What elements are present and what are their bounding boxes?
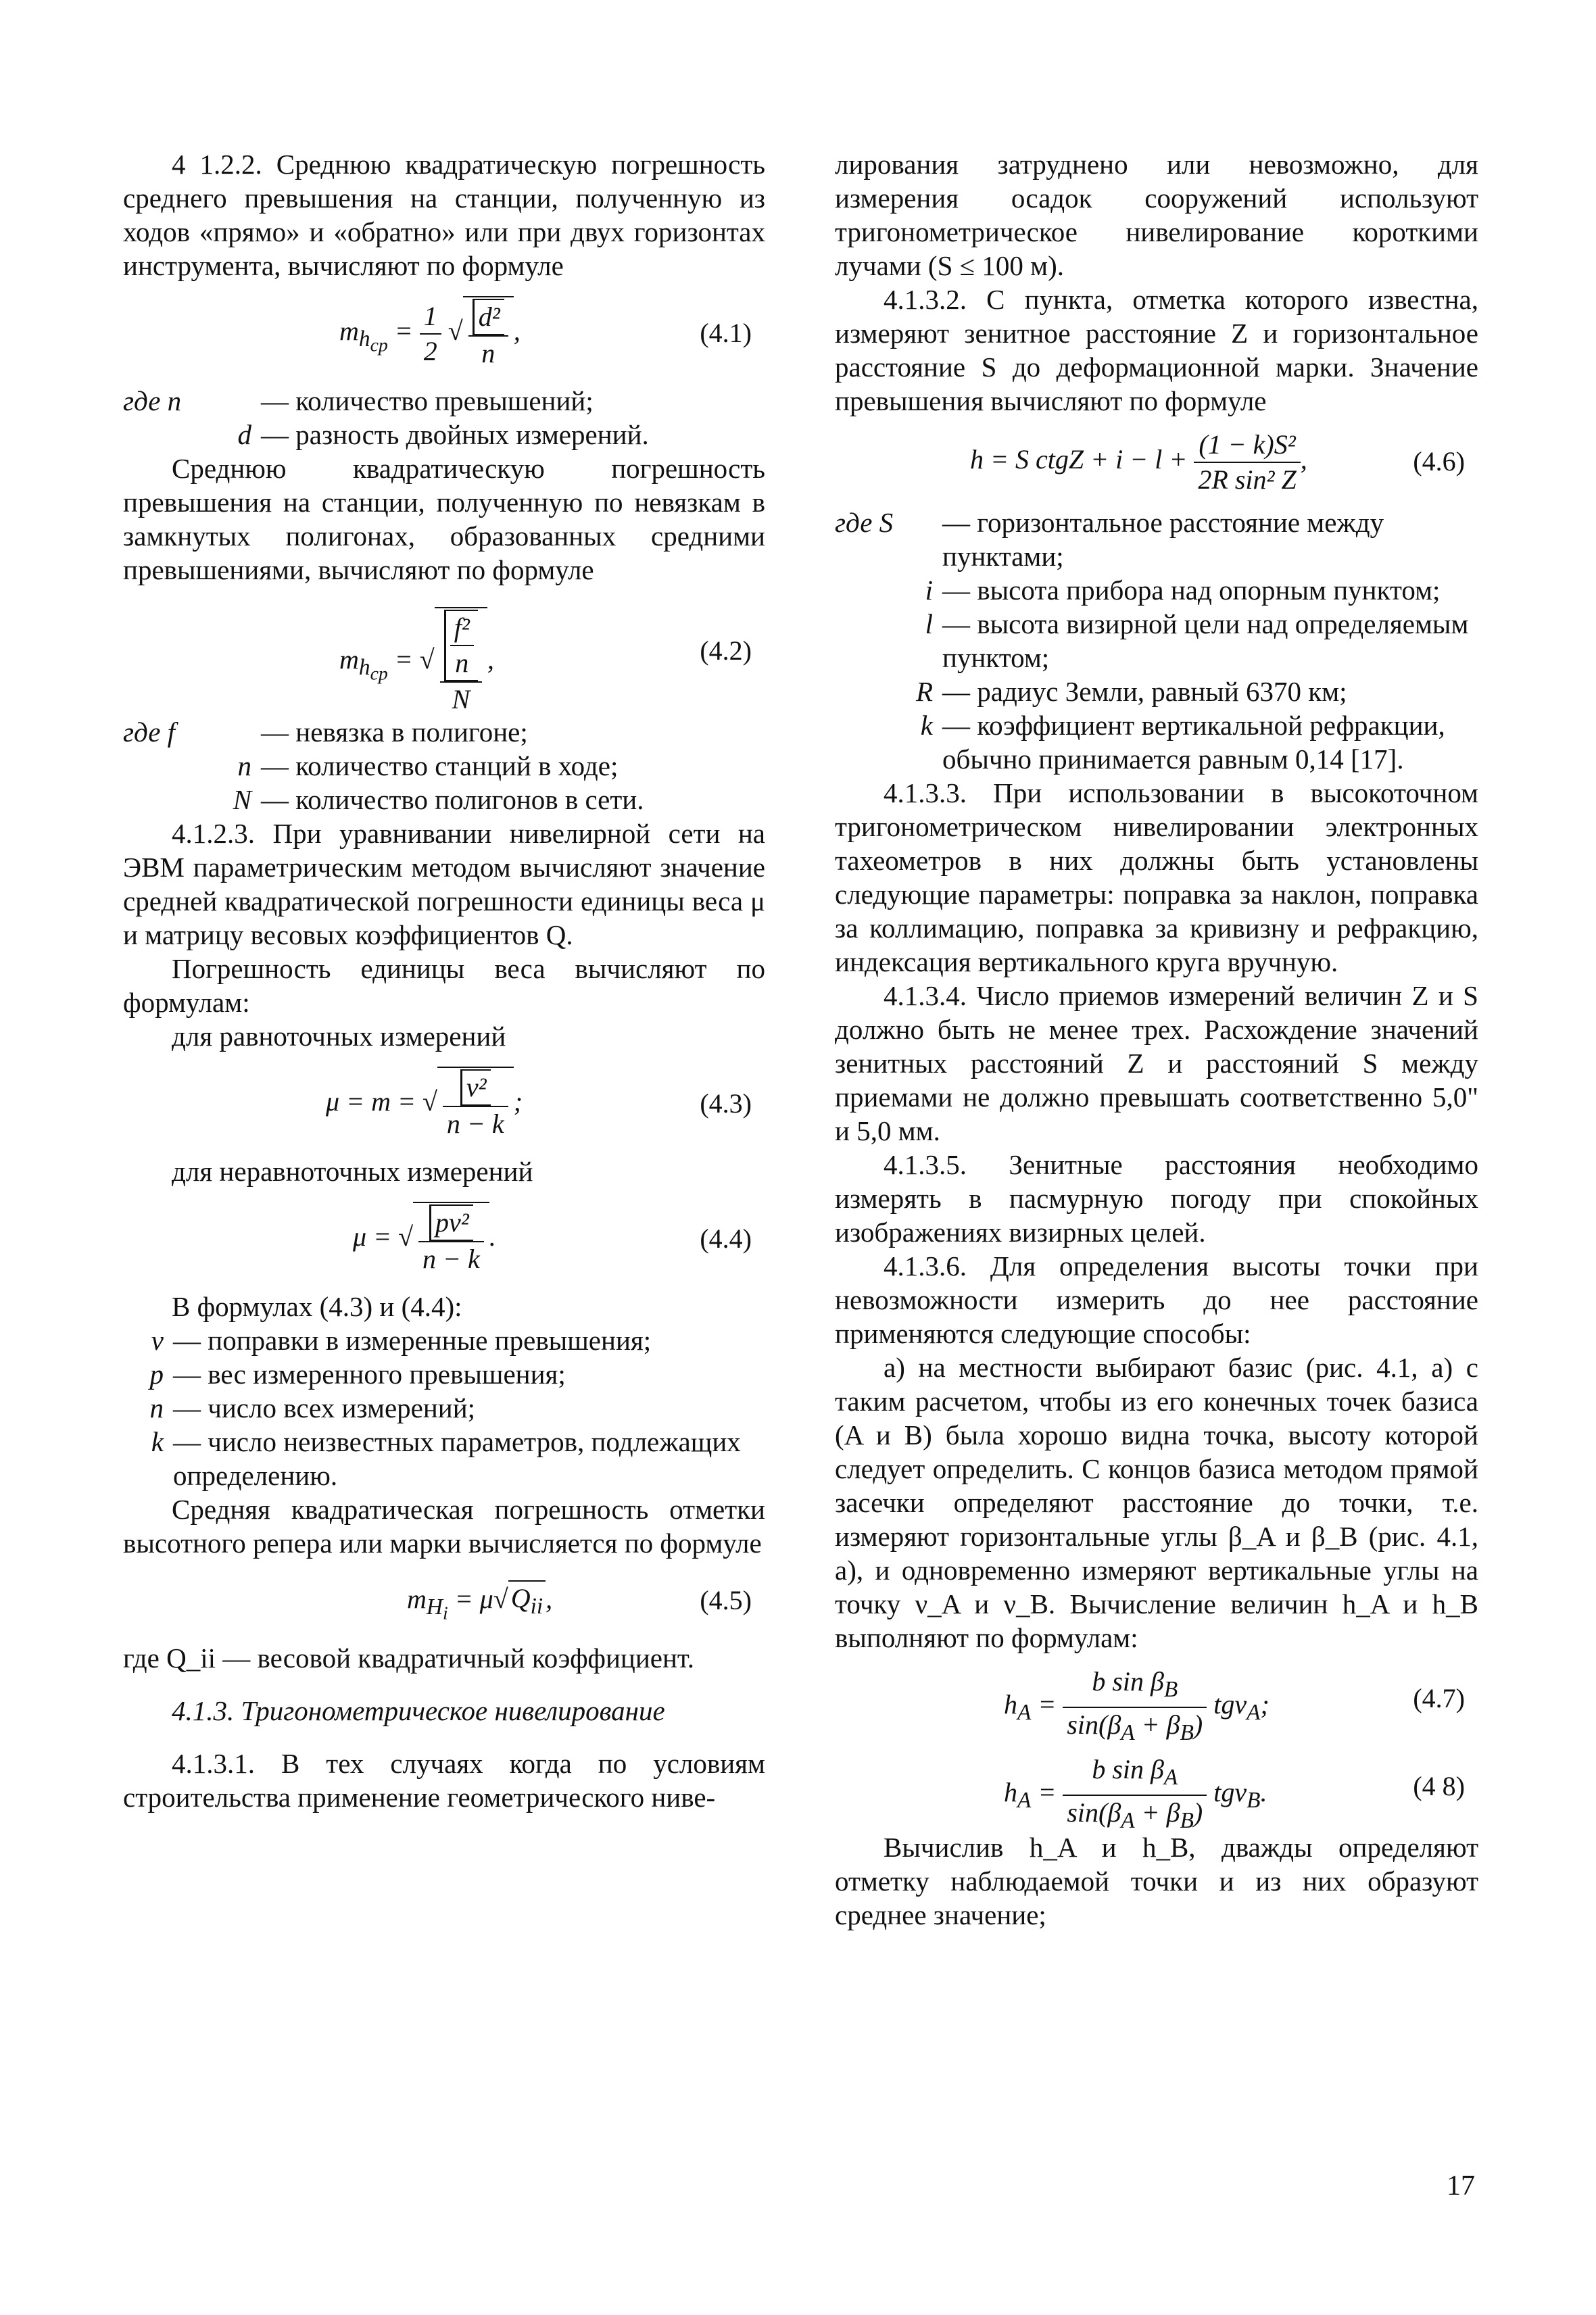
formula-4-2 [123, 587, 765, 715]
paragraph: 4.1.3.3. При использовании в высокоточном тригонометрическом нивелировании электронных тахеометров в них должны быть установлены следующие параметры: поправка за наклон, поправка за коллимацию, поправка за кривизну и рефракцию, индексация вертикального круга вручную. [835, 777, 1478, 977]
paragraph: Среднюю квадратическую погрешность превышения на станции, полученную по невязкам в замкнутых полигонах, образованных средними превышениями, вычисляют по формуле [123, 453, 765, 585]
right-column [835, 147, 1478, 1932]
formula-number: (4.6) [1413, 446, 1465, 477]
formula-4-8 [835, 1743, 1478, 1833]
formula-4-1 [123, 283, 765, 384]
formula-number: (4.2) [700, 635, 752, 666]
paragraph: где Q_ii — весовой квадратичный коэффициент. [123, 1642, 695, 1674]
definition-item: где f — невязка в полигоне; [123, 716, 528, 748]
left-column [123, 147, 765, 1814]
definition-item: k — число неизвестных параметров, подлежащих определению. [151, 1426, 741, 1491]
formula-4-4 [123, 1188, 765, 1290]
page-number: 17 [1447, 2170, 1475, 2201]
formula-expression: $m_{h_{ср}}$ = √ $\frac{\frac{\text{f²}}{n}}{N}$ , [339, 607, 494, 718]
paragraph: 4.1.3.1. В тех случаях когда по условиям строительства применение геометрического ниве- [123, 1748, 765, 1813]
formula-expression: $h_A$ = $\frac{b \sin \beta_A}{\sin(\beta_A + \beta_B)}$ tgν$_B$. [1004, 1754, 1267, 1833]
paragraph: В формулах (4.3) и (4.4): [172, 1291, 462, 1322]
formula-expression: μ = m = √ $\frac{\text{ν²}}{n - k}$ ; [326, 1067, 523, 1142]
formula-expression: $m_{h_{ср}}$ = $\frac{1}{2}$ √ $\frac{\text{d²}}{n}$ , [339, 296, 521, 372]
paragraph: а) на местности выбирают базис (рис. 4.1, а) с таким расчетом, чтобы из его конечных точек базиса (A и B) была хорошо видна точка, высоту которой следует определить. С концов базиса методом прямой засечки определяют расстояние до точки, т.е. измеряют горизонтальные углы β_A и β_B (рис. 4.1, а), и одновременно измеряют вертикальные углы на точку ν_A и ν_B. Вычисление величин h_A и h_B выполняют по формулам: [835, 1352, 1478, 1653]
formula-number: (4.4) [700, 1223, 752, 1254]
definition-item: N — количество полигонов в сети. [233, 784, 644, 815]
paragraph: Погрешность единицы веса вычисляют по формулам: [123, 953, 765, 1018]
paragraph: для неравноточных измерений [172, 1156, 533, 1187]
paragraph: 4 1.2.2. Среднюю квадратическую погрешность среднего превышения на станции, полученную из ходов «прямо» и «обратно» или при двух горизонтах инструмента, вычисляют по формуле [123, 149, 765, 281]
definition-item: n — количество станций в ходе; [237, 750, 619, 781]
definition-item: i — высота прибора над опорным пунктом; [925, 575, 1441, 606]
paragraph: лирования затруднено или невозможно, для измерения осадок сооружений используют тригонометрическое нивелирование короткими лучами (S ≤ 100 м). [835, 149, 1478, 281]
paragraph: 4.1.3.2. С пункта, отметка которого известна, измеряют зенитное расстояние Z и горизонтальное расстояние S до деформационной марки. Значение превышения вычисляют по формуле [835, 284, 1478, 416]
formula-number: (4.7) [1413, 1683, 1465, 1713]
paragraph: для равноточных измерений [172, 1021, 506, 1052]
definition-item: l — высота визирной цели над определяемым пунктом; [925, 608, 1469, 673]
section-heading: 4.1.3. Тригонометрическое нивелирование [172, 1695, 665, 1726]
definition-item: v — поправки в измеренные превышения; [151, 1325, 652, 1356]
definitions-list [123, 715, 765, 817]
formula-number: (4.3) [700, 1088, 752, 1119]
definitions-list [123, 1323, 765, 1492]
paragraph: Вычислив h_A и h_B, дважды определяют отметку наблюдаемой точки и из них образуют среднее значение; [835, 1832, 1478, 1930]
formula-4-7 [835, 1655, 1478, 1743]
formula-number: (4.1) [700, 318, 752, 348]
paragraph: 4.1.3.4. Число приемов измерений величин Z и S должно быть не менее трех. Расхождение значений зенитных расстояний Z и расстояний S между приемами не должно превышать соответственно 5,0" и 5,0 мм. [835, 980, 1478, 1146]
formula-4-5 [123, 1560, 765, 1641]
definition-item: n — число всех измерений; [149, 1392, 476, 1423]
definition-item: k — коэффициент вертикальной рефракции, обычно принимается равным 0,14 [17]. [920, 710, 1445, 775]
formula-number: (4 8) [1413, 1771, 1465, 1801]
formula-expression: h = S ctgZ + i − l + $\frac{\text{(1 − k)S²}}{\text{2R sin² Z}}$ , [970, 429, 1307, 495]
definition-item: R — радиус Земли, равный 6370 км; [915, 676, 1347, 707]
paragraph: 4.1.2.3. При уравнивании нивелирной сети на ЭВМ параметрическим методом вычисляют значение средней квадратической погрешности единицы веса μ и матрицу весовых коэффициентов Q. [123, 818, 765, 950]
definitions-list [123, 384, 765, 452]
definition-item: где S — горизонтальное расстояние между пунктами; [835, 507, 1384, 572]
paragraph: 4.1.3.5. Зенитные расстояния необходимо измерять в пасмурную погоду при спокойных изображениях визирных целей. [835, 1149, 1478, 1248]
formula-expression: $m_{H_i} = \mu√$ $Q_{ii}$ , [407, 1580, 552, 1631]
formula-4-3 [123, 1053, 765, 1154]
paragraph: Средняя квадратическая погрешность отметки высотного репера или марки вычисляется по формуле [123, 1494, 765, 1559]
formula-number: (4.5) [700, 1585, 752, 1615]
definition-item: где n — количество превышений; [123, 385, 594, 416]
definition-item: p — вес измеренного превышения; [149, 1359, 566, 1390]
formula-expression: $h_A$ = $\frac{b \sin \beta_B}{\sin(\beta_A + \beta_B)}$ tgν$_A$; [1004, 1666, 1269, 1745]
definitions-list [835, 506, 1478, 776]
formula-4-6 [835, 418, 1478, 506]
formula-expression: μ = √ $\frac{\text{pν²}}{n - k}$ . [353, 1202, 496, 1277]
definition-item: d — разность двойных измерений. [237, 419, 649, 450]
paragraph: 4.1.3.6. Для определения высоты точки при невозможности измерить до нее расстояние применяются следующие способы: [835, 1250, 1478, 1349]
